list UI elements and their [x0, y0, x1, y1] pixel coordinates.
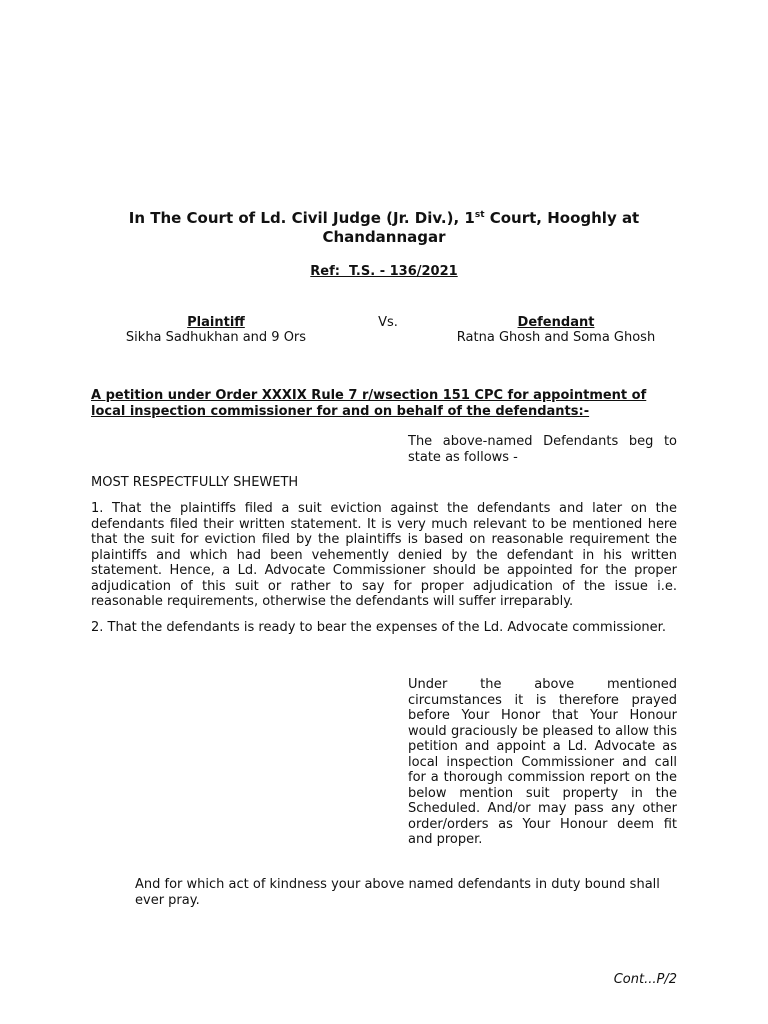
- plaintiff-label: Plaintiff: [187, 315, 245, 330]
- court-title: [90, 209, 678, 247]
- versus-label: Vs.: [378, 315, 398, 330]
- court-title-prefix: In The Court of Ld. Civil Judge (Jr. Div.), 1: [128, 209, 475, 227]
- paragraph-2: 2. That the defendants is ready to bear the expenses of the Ld. Advocate commissioner.: [91, 620, 666, 635]
- sheweth-heading: MOST RESPECTFULLY SHEWETH: [91, 475, 299, 490]
- defendant-label: Defendant: [517, 315, 595, 330]
- closing-paragraph: And for which act of kindness your above named defendants in duty bound shall ever pray.: [135, 877, 660, 908]
- court-title-ordinal: st: [474, 210, 485, 220]
- continuation-note: Cont...P/2: [613, 972, 677, 987]
- defendant-block: [436, 315, 676, 345]
- plaintiff-name: Sikha Sadhukhan and 9 Ors: [125, 330, 307, 345]
- defendant-name: Ratna Ghosh and Soma Ghosh: [456, 330, 656, 345]
- paragraph-1: 1. That the plaintiffs filed a suit eviction against the defendants and later on the defendants filed their written statement. It is very much relevant to be mentioned here that the suit for eviction filed by the plaintiffs is based on reasonable requirement the plaintiffs and which had been vehemently denied by the defendant in his written statement. Hence, a Ld. Advocate Commissioner should be appointed for the proper adjudication of this suit or rather to say for proper adjudication of the issue i.e. reasonable requirements, otherwise the defendants will suffer irreparably.: [91, 501, 677, 609]
- case-reference: Ref: T.S. - 136/2021: [310, 264, 458, 279]
- intro-paragraph: The above-named Defendants beg to state as follows -: [408, 434, 677, 465]
- petition-title: A petition under Order XXXIX Rule 7 r/wsection 151 CPC for appointment of local inspection commissioner for and on behalf of the defendants:-: [91, 388, 647, 419]
- prayer-paragraph: Under the above mentioned circumstances it is therefore prayed before Your Honor that Your Honour would graciously be pleased to allow this petition and appoint a Ld. Advocate as local inspection Commissioner and call for a thorough commission report on the below mention suit property in the Scheduled. And/or may pass any other order/orders as Your Honour deem fit and proper.: [408, 677, 677, 847]
- court-title-suffix: Court, Hooghly at Chandannagar: [322, 209, 640, 246]
- plaintiff-block: [96, 315, 336, 345]
